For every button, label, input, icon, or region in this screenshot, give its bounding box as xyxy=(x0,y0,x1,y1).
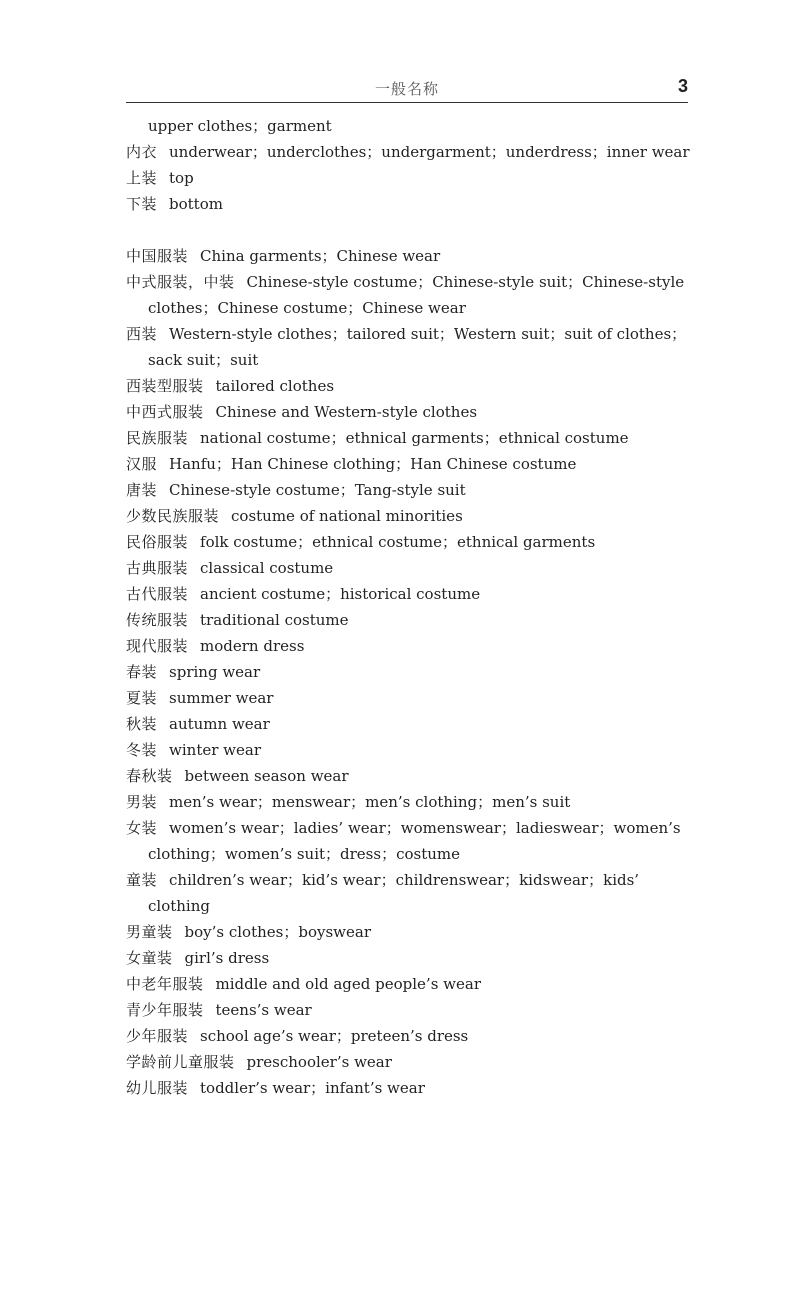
entry-term: 内衣 xyxy=(126,143,158,161)
entry xyxy=(126,581,690,607)
entry-translation: Western-style clothes；tailored suit；Western suit；suit of clothes；sack suit；suit xyxy=(148,325,687,369)
entry xyxy=(126,139,690,165)
entry-translation: girl’s dress xyxy=(184,949,270,967)
entry xyxy=(126,711,690,737)
entry-term: 春装 xyxy=(126,663,158,681)
entry xyxy=(126,529,690,555)
entry-term: 民族服装 xyxy=(126,429,189,447)
entry-translation: summer wear xyxy=(169,689,274,707)
entry xyxy=(126,971,690,997)
entry-translation: teens’s wear xyxy=(215,1001,312,1019)
entry-term: 古代服装 xyxy=(126,585,189,603)
entry xyxy=(126,243,690,269)
entry-translation: Chinese-style costume；Chinese-style suit；Chinese-style clothes；Chinese costume；Chinese wear xyxy=(148,273,685,317)
entry-translation: Chinese-style costume；Tang-style suit xyxy=(169,481,466,499)
entry-translation: spring wear xyxy=(169,663,261,681)
entry-term: 冬装 xyxy=(126,741,158,759)
entry-translation: preschooler’s wear xyxy=(246,1053,392,1071)
entry xyxy=(126,919,690,945)
entry xyxy=(126,503,690,529)
entry-term: 西装 xyxy=(126,325,158,343)
entry xyxy=(126,763,690,789)
entry xyxy=(126,607,690,633)
entry-translation: tailored clothes xyxy=(215,377,335,395)
entry-translation: winter wear xyxy=(169,741,261,759)
entry-term: 春秋装 xyxy=(126,767,173,785)
entry-translation: underwear；underclothes；undergarment；underdress；inner wear xyxy=(169,143,690,161)
entry-term: 少数民族服装 xyxy=(126,507,220,525)
entry-term: 男装 xyxy=(126,793,158,811)
entry-term: 夏装 xyxy=(126,689,158,707)
glossary-entries xyxy=(126,113,690,1101)
entry xyxy=(126,1049,690,1075)
entry xyxy=(126,1023,690,1049)
entry xyxy=(126,477,690,503)
entry-translation: men’s wear；menswear；men’s clothing；men’s suit xyxy=(169,793,571,811)
entry xyxy=(126,997,690,1023)
entry-term: 女童装 xyxy=(126,949,173,967)
entry xyxy=(126,165,690,191)
entry xyxy=(126,1075,690,1101)
page-header xyxy=(126,78,688,103)
entry-translation: costume of national minorities xyxy=(231,507,463,525)
entry xyxy=(126,659,690,685)
entry-translation: folk costume；ethnical costume；ethnical garments xyxy=(200,533,596,551)
entry-translation: national costume；ethnical garments；ethnical costume xyxy=(200,429,629,447)
entry-term: 秋装 xyxy=(126,715,158,733)
entry xyxy=(126,269,690,321)
entry xyxy=(126,945,690,971)
entry-translation: women’s wear；ladies’ wear；womenswear；ladieswear；women’s clothing；women’s suit；dress；costume xyxy=(148,819,681,863)
entry-term: 汉服 xyxy=(126,455,158,473)
entry-term: 学龄前儿童服装 xyxy=(126,1053,235,1071)
entry xyxy=(126,451,690,477)
entry-term: 女装 xyxy=(126,819,158,837)
entry-translation: top xyxy=(169,169,194,187)
entry xyxy=(126,373,690,399)
entry-translation: China garments；Chinese wear xyxy=(200,247,441,265)
entry-translation: Hanfu；Han Chinese clothing；Han Chinese costume xyxy=(169,455,577,473)
entry-translation: school age’s wear；preteen’s dress xyxy=(200,1027,469,1045)
entry-translation: traditional costume xyxy=(200,611,349,629)
entry xyxy=(126,321,690,373)
entry xyxy=(126,815,690,867)
entry xyxy=(126,737,690,763)
entry xyxy=(126,789,690,815)
entry xyxy=(126,425,690,451)
entry-term: 青少年服装 xyxy=(126,1001,204,1019)
entry-translation: boy’s clothes；boyswear xyxy=(184,923,371,941)
entry-term: 西装型服装 xyxy=(126,377,204,395)
entry xyxy=(126,191,690,217)
entry-translation: ancient costume；historical costume xyxy=(200,585,481,603)
entry-translation: upper clothes；garment xyxy=(148,117,332,135)
entry-translation: children’s wear；kid’s wear；childrenswear；kidswear；kids’ clothing xyxy=(148,871,640,915)
entry-term: 中老年服装 xyxy=(126,975,204,993)
entry-term: 古典服装 xyxy=(126,559,189,577)
entry-term: 中西式服装 xyxy=(126,403,204,421)
entry-continuation xyxy=(126,113,690,139)
entry xyxy=(126,685,690,711)
entry-translation: modern dress xyxy=(200,637,305,655)
section-gap xyxy=(126,217,690,243)
entry-translation: bottom xyxy=(169,195,223,213)
entry-translation: autumn wear xyxy=(169,715,270,733)
entry-term: 幼儿服装 xyxy=(126,1079,189,1097)
entry-term: 下装 xyxy=(126,195,158,213)
entry-translation: between season wear xyxy=(184,767,349,785)
entry-term: 唐装 xyxy=(126,481,158,499)
entry xyxy=(126,633,690,659)
entry-term: 上装 xyxy=(126,169,158,187)
entry-term: 中国服装 xyxy=(126,247,189,265)
entry-term: 现代服装 xyxy=(126,637,189,655)
entry-term: 中式服装，中装 xyxy=(126,273,235,291)
entry-term: 童装 xyxy=(126,871,158,889)
page-number: 3 xyxy=(677,76,688,96)
entry xyxy=(126,867,690,919)
entry-translation: classical costume xyxy=(200,559,334,577)
entry-term: 少年服装 xyxy=(126,1027,189,1045)
entry-term: 男童装 xyxy=(126,923,173,941)
entry-term: 民俗服装 xyxy=(126,533,189,551)
entry-translation: middle and old aged people’s wear xyxy=(215,975,481,993)
entry xyxy=(126,399,690,425)
entry-term: 传统服装 xyxy=(126,611,189,629)
running-header-title: 一般名称 xyxy=(374,80,439,98)
entry xyxy=(126,555,690,581)
entry-translation: Chinese and Western-style clothes xyxy=(215,403,478,421)
entry-translation: toddler’s wear；infant’s wear xyxy=(200,1079,425,1097)
